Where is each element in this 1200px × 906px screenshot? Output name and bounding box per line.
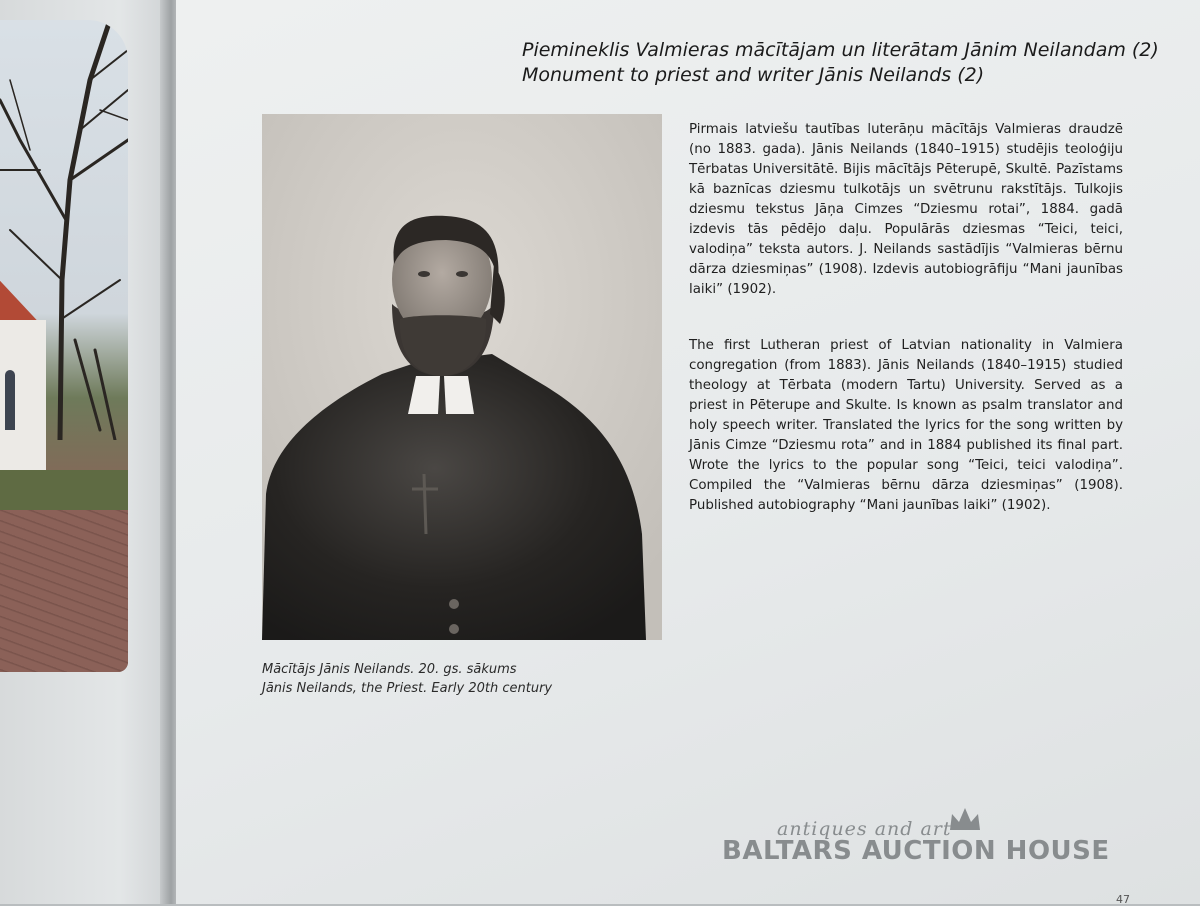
watermark-name: BALTARS AUCTION HOUSE [722,836,1110,866]
left-page [0,0,172,904]
auction-house-watermark [722,812,1122,882]
page-title [522,38,1162,88]
page-number: 47 [1116,893,1130,906]
caption-english: Jānis Neilands, the Priest. Early 20th century [262,681,553,696]
body-text-latvian: Pirmais latviešu tautības luterāņu mācītājs Valmieras draudzē (no 1883. gada). Jānis Neilands (1840–1915) studējis teoloģiju Tērbatas Universitātē. Bijis mācītājs Pēterupē, Skultē. Pazīstams kā baznīcas dziesmu tulkotājs un svētrunu rakstītājs. Tulkojis dziesmu tekstus Jāņa Cimzes “Dziesmu rotai”, 1884. gadā izdevis tās pēdējo daļu. Populārās dziesmas “Teici, teici, valodiņa” teksta autors. J. Neilands sastādījis “Valmieras bērnu dārza dziesmiņas” (1908). Izdevis autobiogrāfiju “Mani jaunības laiki” (1902). [689,122,1123,297]
watermark-tagline: antiques and art [777,818,952,840]
title-latvian: Piemineklis Valmieras mācītājam un literātam Jānim Neilandam (2) [522,39,1159,61]
body-text-english: The first Lutheran priest of Latvian nationality in Valmiera congregation (from 1883). Jānis Neilands (1840–1915) studied theology at Tērbata (modern Tartu) University. Served as a priest in Pēterupe and Skulte. Is known as psalm translator and holy speech writer. Translated the lyrics for the song written by Jānis Cimze “Dziesmu rota” and in 1884 published its final part. Wrote the lyrics to the popular song “Teici, teici valodiņa”. Compiled the “Valmieras bērnu dārza dziesmiņas” (1908). Published autobiography “Mani jaunības laiki” (1902). [689,338,1123,513]
church-window [5,370,15,430]
caption-latvian: Mācītājs Jānis Neilands. 20. gs. sākums [262,662,517,677]
portrait-photo [262,114,662,640]
photo-caption [262,660,662,698]
priest-portrait-illustration [262,114,662,640]
church-photo [0,20,128,672]
crown-icon [948,806,982,832]
brick-path [0,510,128,672]
title-english: Monument to priest and writer Jānis Neilands (2) [522,64,985,86]
